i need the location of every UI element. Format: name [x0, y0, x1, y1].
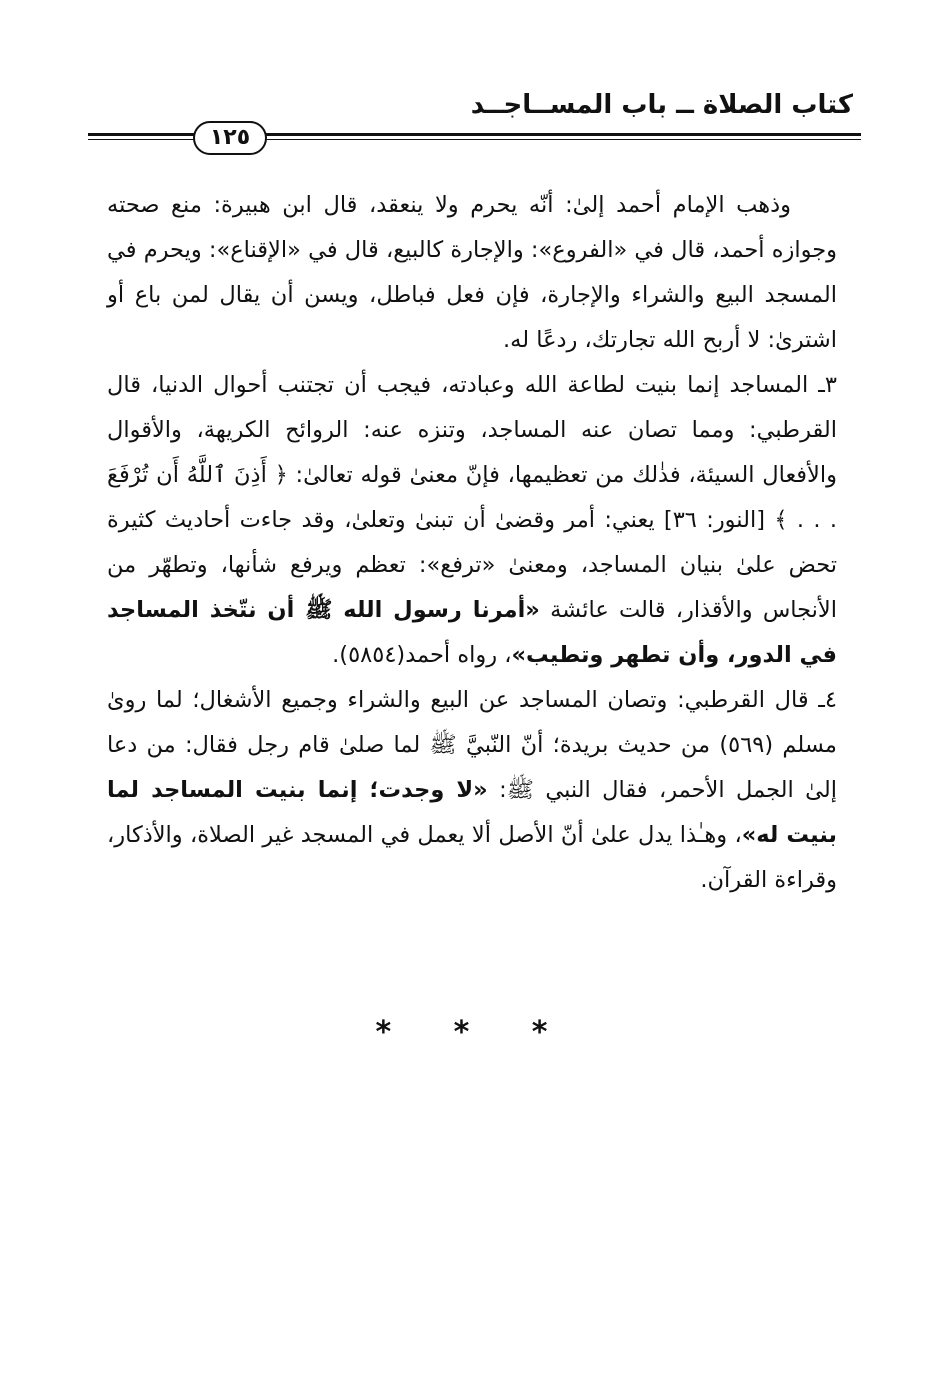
hadith-quote-prophet: «لا وجدت؛ إنما بنيت المساجد لما بنيت له» — [107, 777, 837, 848]
header-rule-right — [261, 133, 861, 136]
header-rule-right-thin — [261, 139, 861, 140]
section-separator: * * * — [375, 1015, 574, 1050]
paragraph-2-tail: ، رواه أحمد(٥٨٥٤). — [332, 642, 512, 668]
paragraph-3 — [107, 678, 837, 903]
page-number-badge: ١٢٥ — [193, 121, 267, 155]
header-rule-left — [88, 133, 195, 136]
paragraph-2 — [107, 363, 837, 678]
running-header-title: كتاب الصلاة ــ باب المســاجــد — [470, 90, 853, 120]
body-text — [107, 183, 837, 903]
header-rule-left-thin — [88, 139, 195, 140]
paragraph-1: وذهب الإمام أحمد إلىٰ: أنّه يحرم ولا ينعقد، قال ابن هبيرة: منع صحته وجوازه أحمد، قال في «الفروع»: والإجارة كالبيع، قال في «الإقناع»: ويحرم في المسجد البيع والشراء والإجارة، فإن فعل فباطل، ويسن أن يقال لمن باع أو اشترىٰ: لا أربح الله تجارتك، ردعًا له. — [107, 192, 837, 353]
paragraph-2-text: ٣ـ المساجد إنما بنيت لطاعة الله وعبادته، فيجب أن تجتنب أحوال الدنيا، قال القرطبي: ومما تصان عنه المساجد، وتنزه عنه: الروائح الكريهة، والأقوال والأفعال السيئة، فذٰلك من تعظيمها، فإنّ معنىٰ قوله تعالىٰ: ﴿ أَذِنَ ٱللَّهُ أَن تُرْفَعَ . . . ﴾ [النور: ٣٦] يعني: أمر وقضىٰ أن تبنىٰ وتعلىٰ، وقد جاءت أحاديث كثيرة تحض علىٰ بنيان المساجد، ومعنىٰ «ترفع»: تعظم ويرفع شأنها، وتطهّر من الأنجاس والأقذار، قالت عائشة — [107, 372, 838, 623]
paragraph-3-text: ٤ـ قال القرطبي: وتصان المساجد عن البيع والشراء وجميع الأشغال؛ لما روىٰ مسلم (٥٦٩) من حديث بريدة؛ أنّ النّبيَّ ﷺ لما صلىٰ قام رجل فقال: من دعا إلىٰ الجمل الأحمر، فقال النبي ﷺ: — [107, 687, 837, 803]
hadith-quote-aisha: «أمرنا رسول الله ﷺ أن نتّخذ المساجد في الدور، وأن تطهر وتطيب» — [107, 597, 837, 668]
paragraph-3-tail: ، وهـٰذا يدل علىٰ أنّ الأصل ألا يعمل في المسجد غير الصلاة، والأذكار، وقراءة القرآن. — [107, 822, 837, 893]
